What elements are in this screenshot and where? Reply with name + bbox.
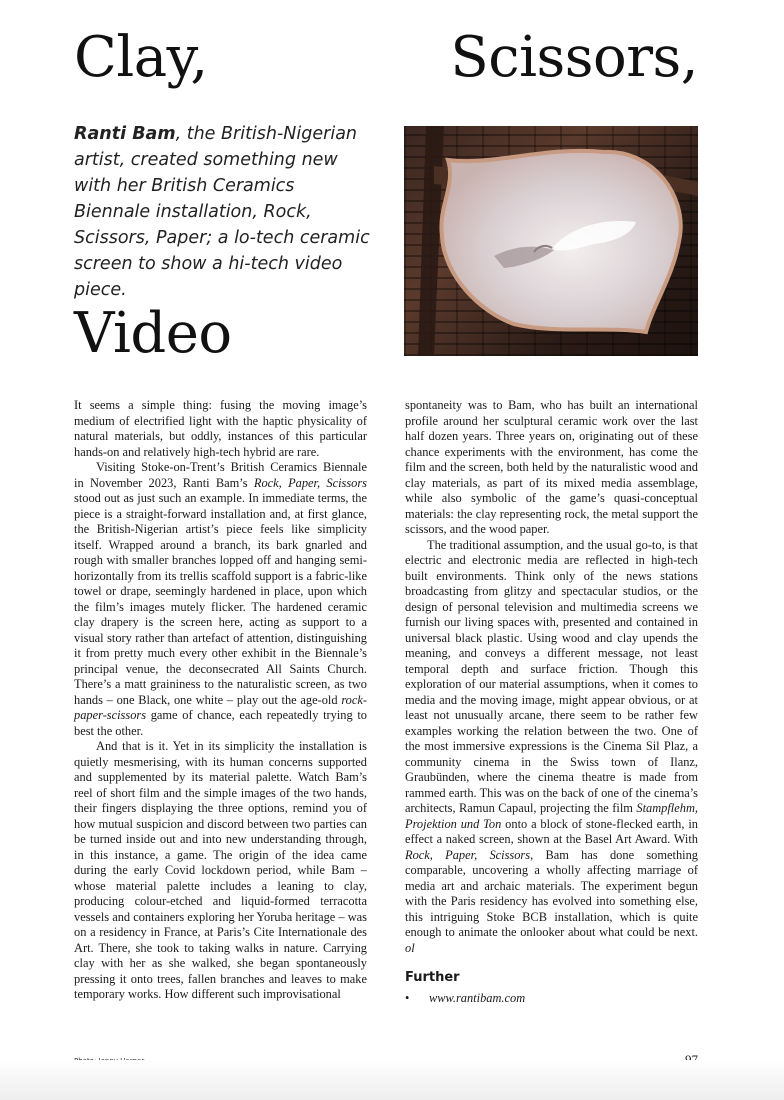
further-heading: Further: [405, 970, 460, 985]
standfirst-text: , the British-Nigerian artist, created something new with her British Ceramics Biennale installation, Rock, Scissors, Paper; a lo-tech ceramic screen to show a hi-tech video piece.: [74, 124, 370, 300]
artwork-title: Rock, Paper, Scissors: [253, 475, 367, 490]
paragraph: [74, 460, 367, 739]
paragraph-text: , Bam has done something comparable, uncovering a wholly affecting marriage of media art and archaic materials. The experiment begun with the Paris residency has evolved into something else, this intriguing Stoke BCB installation, which is quite enough to animate the onlooker about what could be next.: [405, 847, 698, 939]
installation-photo: [404, 126, 698, 356]
ceramic-screen-photo-icon: [404, 126, 698, 356]
paragraph: It seems a simple thing: fusing the moving image’s medium of electrified light with the haptic physicality of natural materials, but oddly, instances of this particular hands-on and relatively high-tech hybrid are rare.: [74, 398, 367, 459]
paragraph: [405, 538, 698, 957]
title-word-scissors: Scissors,: [450, 25, 698, 90]
page-edge-shadow: [0, 1060, 784, 1100]
further-link[interactable]: • www.rantibam.com: [405, 991, 698, 1007]
artwork-title: Rock, Paper, Scissors: [405, 847, 531, 862]
paragraph-text: onto a block of stone-flecked earth, in effect a naked screen, shown at the Basel Art Award. With: [405, 816, 698, 846]
article-column-2: [405, 398, 698, 1007]
paragraph-text: stood out as just such an example. In immediate terms, the piece is a straight-forward installation and, at first glance, the British-Nigerian artist’s piece feels like simplicity itself. Wrapped around a branch, its bark gnarled and rough with smaller branches lopped off and hanging semi-horizontally from its trellis scaffold support is a fabric-like towel or drape, seemingly hardened in place, upon which the film’s images mutely flicker. The hardened ceramic clay drapery is the screen here, acting as support to a visual story rather than artefact of attention, distinguishing it from pretty much every other exhibit in the Biennale’s principal venue, the deconsecrated All Saints Church. There’s a matt graininess to the naturalistic screen, as two hands – one Black, one white – play out the age-old: [74, 491, 367, 707]
title-word-video: Video: [74, 301, 232, 366]
standfirst: [74, 121, 374, 303]
further-list: [405, 991, 698, 1007]
title-word-clay: Clay,: [74, 25, 208, 90]
film-title: Stampflehm, Projektion und Ton: [405, 801, 698, 831]
standfirst-artist-name: Ranti Bam: [74, 124, 176, 144]
paragraph-text: game of chance, each repeatedly trying to best the other.: [74, 708, 367, 738]
article-column-1: [74, 398, 367, 1003]
paragraph: And that is it. Yet in its simplicity the installation is quietly mesmerising, with its human concerns supported and supplemented by its material palette. Watch Bam’s reel of short film and the simple images of the two hands, their fingers displaying the three options, remind you of how mutual suspicion and discord between two parties can be turned inside out and into new understanding through, in this instance, a game. The origin of the idea came during the early Covid lockdown period, while Bam – whose material palette includes a leaning to clay, producing colour-etched and liquid-formed terracotta vessels and containers exploring her Yoruba heritage – was on a residency in France, at Paris’s Cite Internationale des Art. There, she took to taking walks in nature. Carrying clay with her as she walked, she began spontaneously pressing it onto trees, fallen branches and leaves to make temporary works. How different such improvisational: [74, 739, 367, 1001]
paragraph: spontaneity was to Bam, who has built an international profile around her sculptural ceramic work over the last half dozen years. Three years on, originating out of these chance experiments with the environment, has come the film and the screen, both held by the naturalistic wood and clay materials, as part of its mixed media assemblage, while also symbolic of the game’s quasi-conceptual materials: the clay representing rock, the metal support the scissors, and the wood paper.: [405, 398, 698, 536]
paragraph-text: Visiting Stoke-on-Trent’s British Ceramics Biennale in November 2023, Ranti Bam’s: [74, 460, 367, 490]
game-name: rock-paper-scissors: [74, 692, 367, 722]
author-signoff: ol: [405, 940, 415, 955]
paragraph-text: The traditional assumption, and the usual go-to, is that electric and electronic media are reflected in high-tech built environments. Think only of the news stations broadcasting from glitzy and spectacular studios, or the design of personal television and multimedia screens we furnish our living spaces with, presented and contained in universal black plastic. Using wood and clay upends the meaning, and conveys a different message, not least temporal depth and surface friction. Though this exploration of our material assumptions, when it comes to media and the moving image, might appear obvious, or at least not unusually arcane, there seem to be rather few examples working the relation between the two. One of the most immersive expressions is the Cinema Sil Plaz, a community cinema in the Swiss town of Ilanz, Graubünden, where the cinema theatre is made from rammed earth. This was on the back of one of the cinema’s architects, Ramun Capaul, projecting the film: [405, 537, 698, 815]
